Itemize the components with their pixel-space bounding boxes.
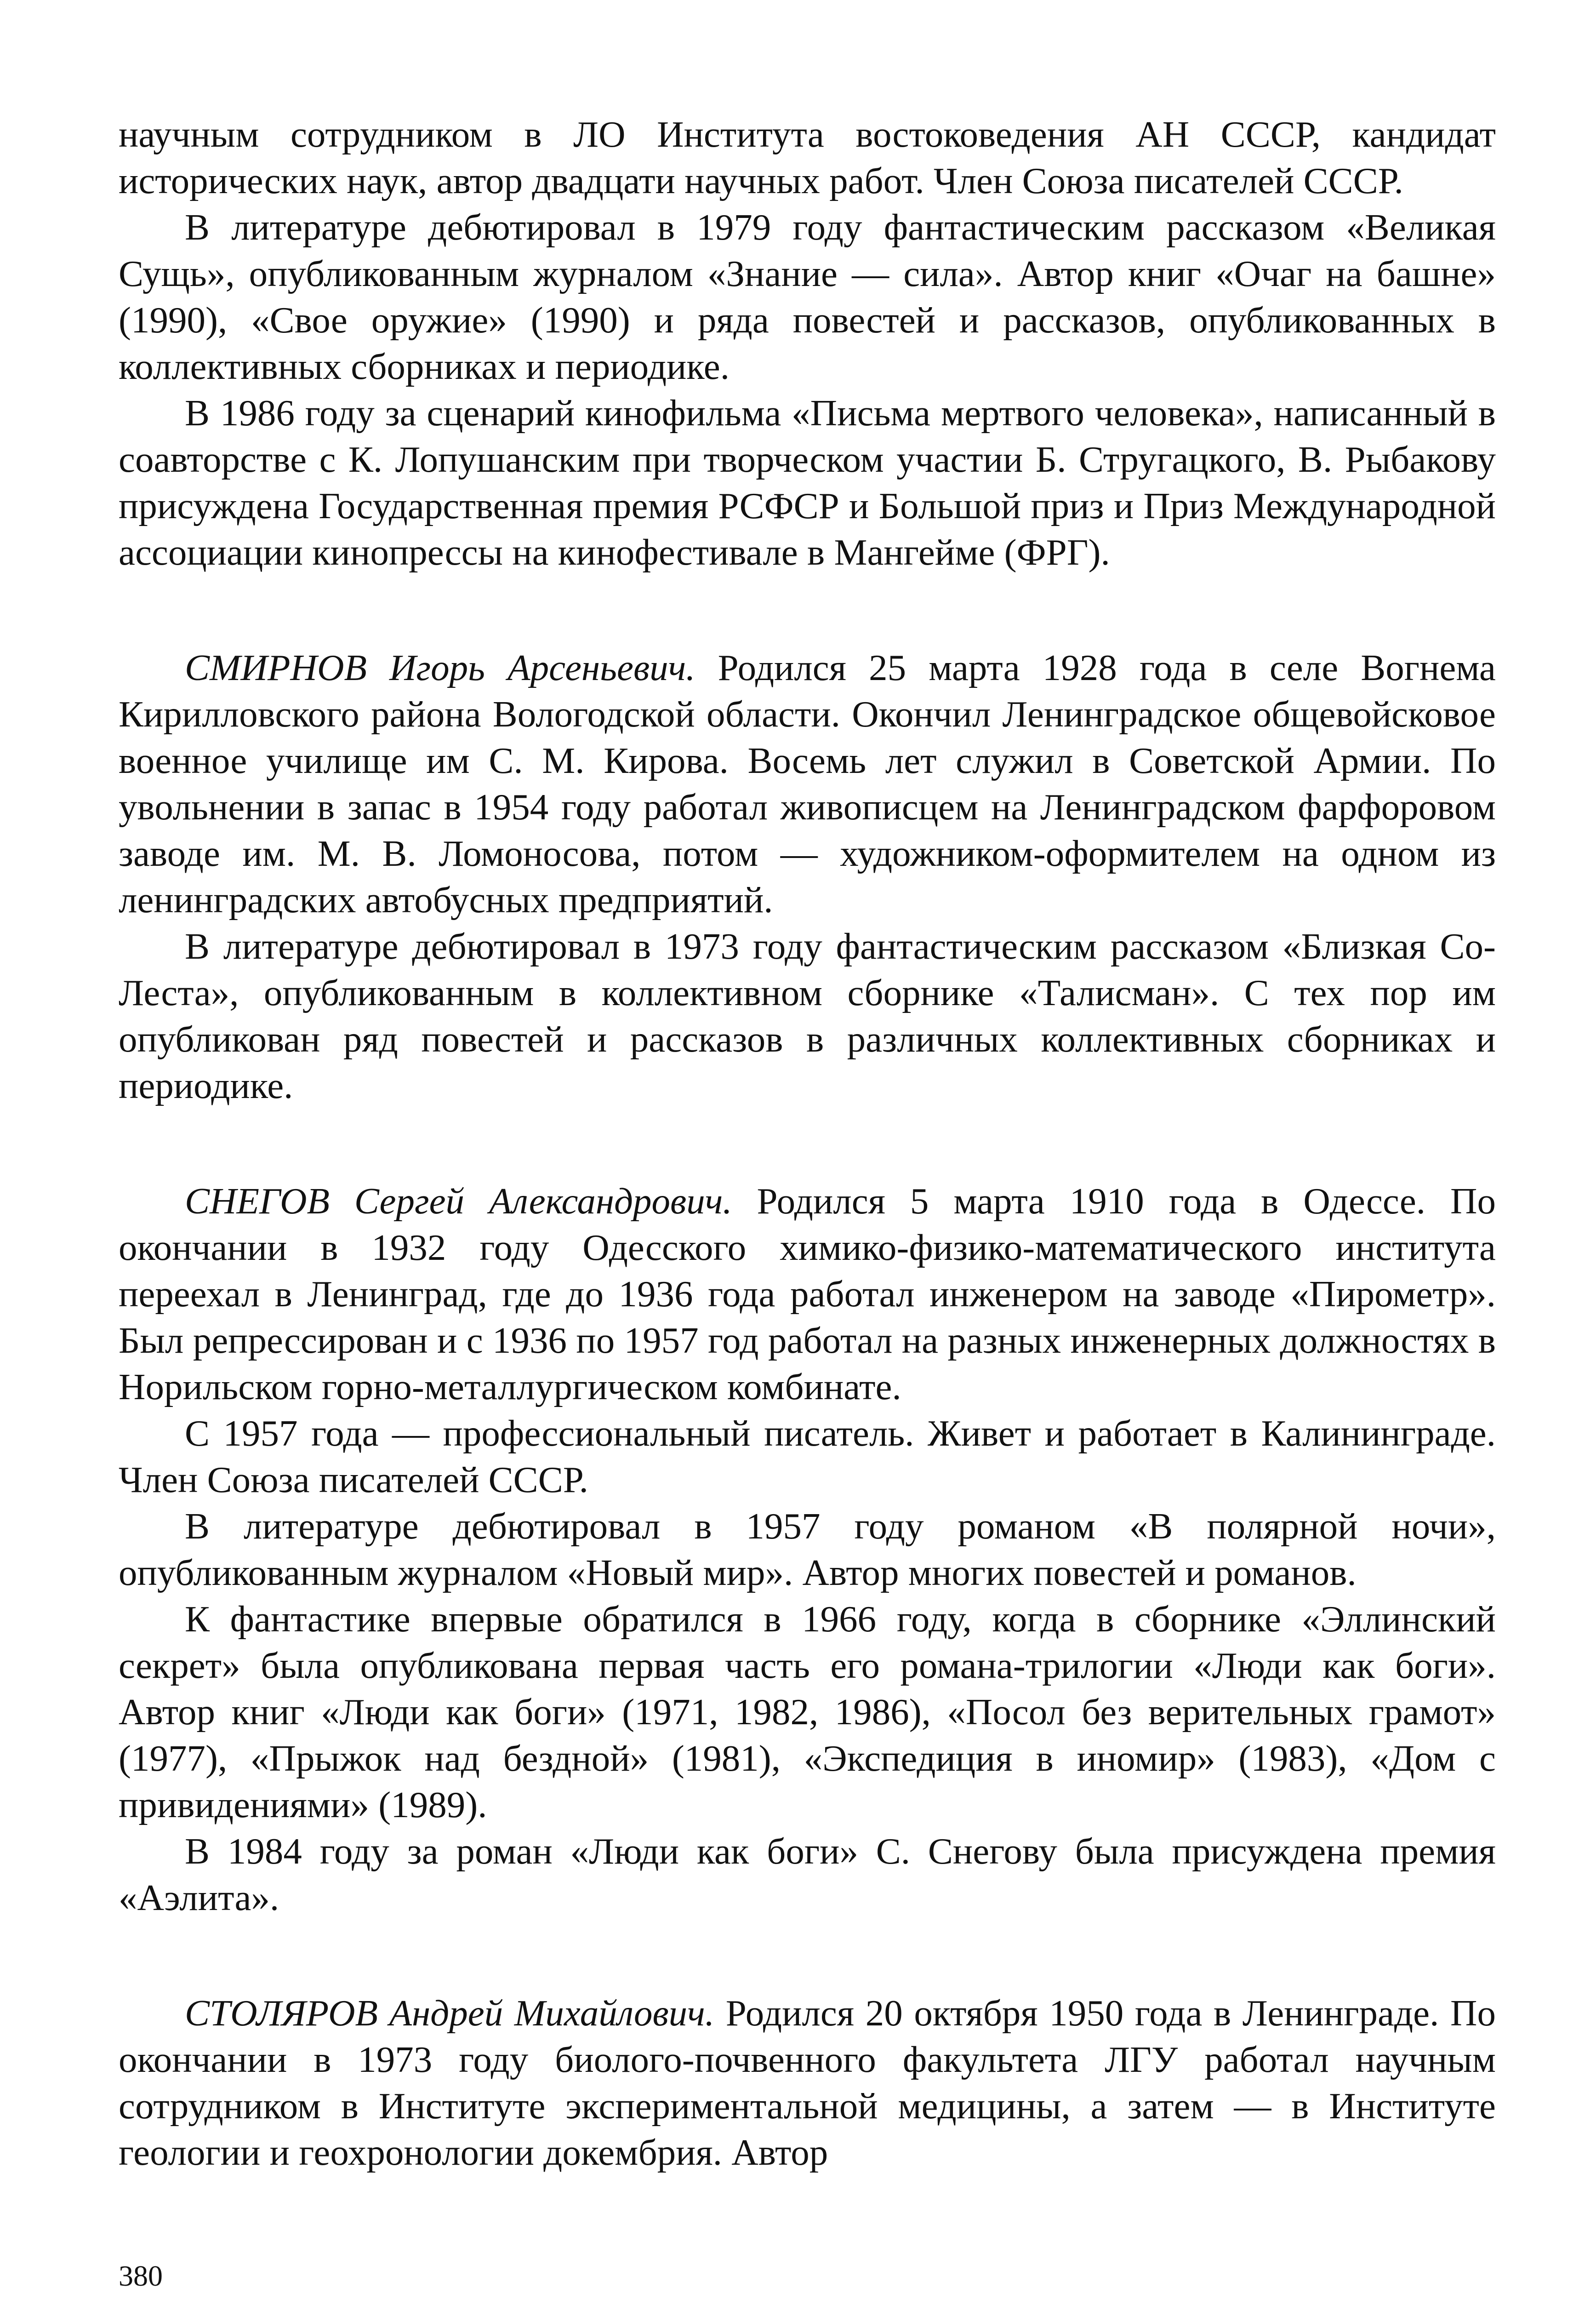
- paragraph: научным сотрудником в ЛО Института востоковедения АН СССР, кандидат исторических наук, автор двадцати научных работ. Член Союза писателей СССР.: [119, 114, 1496, 201]
- entry-snegov: [119, 1178, 1496, 1921]
- text-column: [119, 111, 1496, 2176]
- paragraph: В литературе дебютировал в 1957 году романом «В полярной ночи», опубликованным журналом «Новый мир». Автор многих повестей и романов.: [119, 1505, 1496, 1593]
- paragraph: В 1984 году за роман «Люди как боги» С. Снегову была присуждена премия «Аэлита».: [119, 1830, 1496, 1918]
- entry-lead-paragraph: [119, 1178, 1496, 1410]
- entry-smirnov: [119, 645, 1496, 1109]
- entry-lead-paragraph: [119, 1990, 1496, 2176]
- author-name: СМИРНОВ Игорь Арсеньевич.: [185, 647, 695, 688]
- paragraph: К фантастике впервые обратился в 1966 году, когда в сборнике «Эллинский секрет» была опубликована первая часть его романа-трилогии «Люди как боги». Автор книг «Люди как боги» (1971, 1982, 1986), «Посол без верительных грамот» (1977), «Прыжок над бездной» (1981), «Экспедиция в иномир» (1983), «Дом с привидениями» (1989).: [119, 1598, 1496, 1825]
- entry-rybakov-continuation: [119, 111, 1496, 576]
- entry-lead-text: Родился 25 марта 1928 года в селе Вогнема Кирилловского района Вологодской области. Окончил Ленинградское общевойсковое военное училище им С. М. Кирова. Восемь лет служил в Советской Армии. По увольнении в запас в 1954 году работал живописцем на Ленинградском фарфоровом заводе им. М. В. Ломоносова, потом — художником-оформителем на одном из ленинградских автобусных предприятий.: [119, 647, 1496, 921]
- paragraph: С 1957 года — профессиональный писатель. Живет и работает в Калининграде. Член Союза писателей СССР.: [119, 1413, 1496, 1500]
- author-name: СТОЛЯРОВ Андрей Михайлович.: [185, 1992, 715, 2034]
- entry-lead-paragraph: [119, 645, 1496, 923]
- author-name: СНЕГОВ Сергей Александрович.: [185, 1180, 732, 1222]
- page-number: 380: [119, 2259, 163, 2292]
- paragraph: В 1986 году за сценарий кинофильма «Письма мертвого человека», написанный в соавторстве с К. Лопушанским при творческом участии Б. Стругацкого, В. Рыбакову присуждена Государственная премия РСФСР и Большой приз и Приз Международной ассоциации кинопрессы на кинофестивале в Мангейме (ФРГ).: [119, 392, 1496, 573]
- entry-lead-text: Родился 20 октября 1950 года в Ленинграде. По окончании в 1973 году биолого-почвенного факультета ЛГУ работал научным сотрудником в Институте экспериментальной медицины, а затем — в Институте геологии и геохронологии докембрия. Автор: [119, 1992, 1496, 2173]
- paragraph: В литературе дебютировал в 1979 году фантастическим рассказом «Великая Сущь», опубликованным журналом «Знание — сила». Автор книг «Очаг на башне» (1990), «Свое оружие» (1990) и ряда повестей и рассказов, опубликованных в коллективных сборниках и периодике.: [119, 206, 1496, 387]
- entry-lead-text: Родился 5 марта 1910 года в Одессе. По окончании в 1932 году Одесского химико-физико-математического института переехал в Ленинград, где до 1936 года работал инженером на заводе «Пирометр». Был репрессирован и с 1936 по 1957 год работал на разных инженерных должностях в Норильском горно-металлургическом комбинате.: [119, 1180, 1496, 1407]
- entry-stolyarov: [119, 1990, 1496, 2176]
- paragraph: В литературе дебютировал в 1973 году фантастическим рассказом «Близкая Со-Леста», опубликованным в коллективном сборнике «Талисман». С тех пор им опубликован ряд повестей и рассказов в различных коллективных сборниках и периодике.: [119, 926, 1496, 1106]
